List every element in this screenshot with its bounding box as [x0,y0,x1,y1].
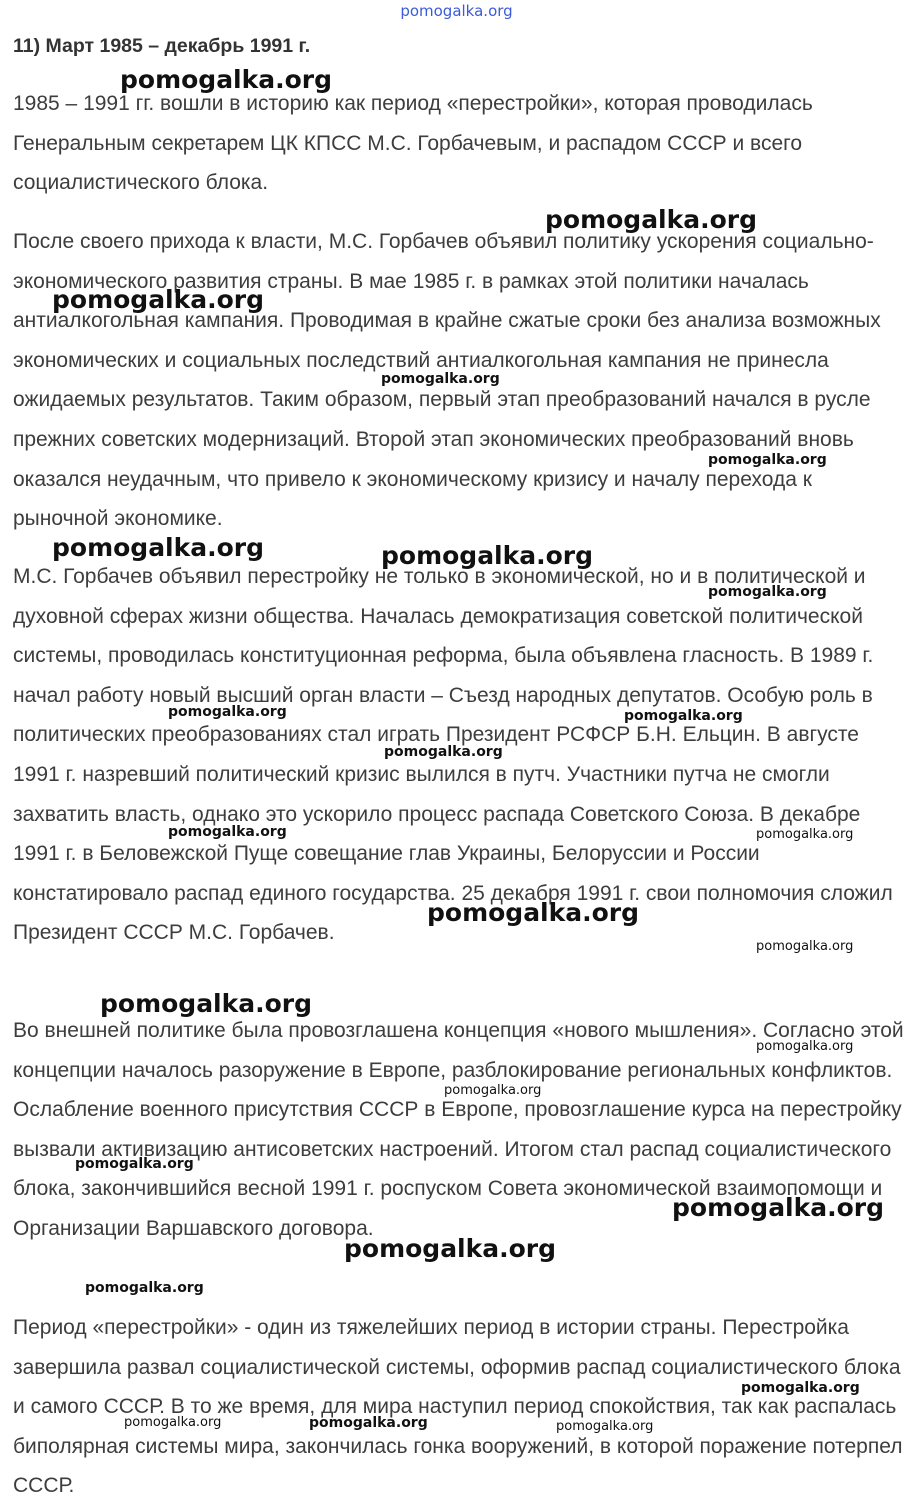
watermark: pomogalka.org [344,1234,557,1263]
watermark: pomogalka.org [756,827,854,842]
paragraph-intro: 1985 – 1991 гг. вошли в историю как период «перестройки», которая проводилась Генеральным секретарем ЦК КПСС М.С. Горбачевым, и распадом СССР и всего социалистического блока. [13,92,813,195]
watermark: pomogalka.org [168,824,287,840]
paragraph-economy: После своего прихода к власти, М.С. Горбачев объявил политику ускорения социально-экономического развития страны. В мае 1985 г. в рамках этой политики началась антиалкогольная кампания. Проводимая в крайне сжатые сроки без анализа возможных экономических и социальных последствий антиалкогольная кампания не принесла ожидаемых результатов. Таким образом, первый этап преобразований начался в русле прежних советских модернизаций. Второй этап экономических преобразований вновь оказался неудачным, что привело к экономическому кризису и началу перехода к рыночной экономике. [13,230,881,531]
watermark: pomogalka.org [381,371,500,387]
watermark: pomogalka.org [120,65,333,94]
watermark: pomogalka.org [624,708,743,724]
watermark: pomogalka.org [444,1083,542,1098]
watermark: pomogalka.org [381,541,594,570]
watermark: pomogalka.org [52,533,265,562]
watermark: pomogalka.org [708,452,827,468]
watermark: pomogalka.org [545,205,758,234]
paragraph-conclusion: Период «перестройки» - один из тяжелейших период в истории страны. Перестройка завершила развал социалистической системы, оформив распад социалистического блока и самого СССР. В то же время, для мира наступил период спокойствия, так как распалась биполярная системы мира, закончилась гонка вооружений, в которой поражение потерпел СССР. [13,1316,903,1498]
watermark: pomogalka.org [75,1156,194,1172]
section-heading: 11) Март 1985 – декабрь 1991 г. [13,35,311,57]
watermark: pomogalka.org [756,939,854,954]
paragraph-politics: М.С. Горбачев объявил перестройку не только в экономической, но и в политической и духовной сферах жизни общества. Началась демократизация советской политической системы, проводилась конституционная реформа, была объявлена гласность. В 1989 г. начал работу новый высший орган власти – Съезд народных депутатов. Особую роль в политических преобразованиях стал играть Президент РСФСР Б.Н. Ельцин. В августе 1991 г. назревший политический кризис вылился в путч. Участники путча не смогли захватить власть, однако это ускорило процесс распада Советского Союза. В декабре 1991 г. в Беловежской Пуще совещание глав Украины, Белоруссии и России констатировало распад единого государства. 25 декабря 1991 г. свои полномочия сложил Президент СССР М.С. Горбачев. [13,565,893,945]
site-header-link[interactable]: pomogalka.org [400,2,513,20]
watermark: pomogalka.org [427,898,640,927]
watermark: pomogalka.org [124,1415,222,1430]
watermark: pomogalka.org [100,989,313,1018]
watermark: pomogalka.org [708,584,827,600]
watermark: pomogalka.org [168,704,287,720]
paragraph-foreign-policy: Во внешней политике была провозглашена концепция «нового мышления». Согласно этой концепции началось разоружение в Европе, разблокирование региональных конфликтов. Ослабление военного присутствия СССР в Европе, провозглашение курса на перестройку вызвали активизацию антисоветских настроений. Итогом стал распад социалистического блока, закончившийся весной 1991 г. роспуском Совета экономической взаимопомощи и Организации Варшавского договора. [13,1019,904,1240]
watermark: pomogalka.org [85,1280,204,1296]
watermark: pomogalka.org [384,744,503,760]
watermark: pomogalka.org [556,1419,654,1434]
watermark: pomogalka.org [756,1039,854,1054]
watermark: pomogalka.org [741,1380,860,1396]
watermark: pomogalka.org [309,1415,428,1431]
watermark: pomogalka.org [52,285,265,314]
watermark: pomogalka.org [672,1193,885,1222]
